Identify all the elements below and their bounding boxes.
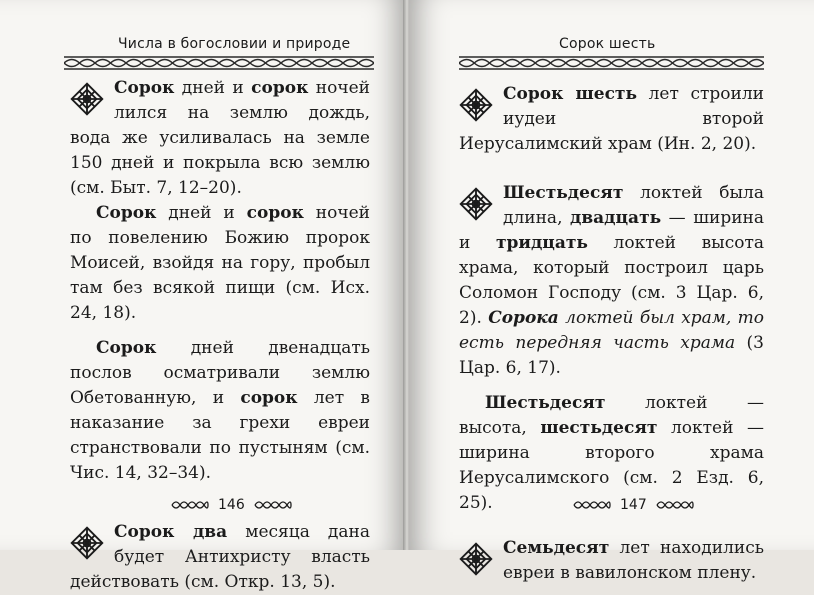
left-running-head: Числа в богословии и природе <box>118 36 351 52</box>
bold-number: Сорок <box>96 338 157 358</box>
text: — ширина и <box>459 208 765 253</box>
celtic-knot-icon <box>459 88 493 122</box>
paragraph <box>70 336 370 486</box>
bold-number: Семьдесят <box>503 538 610 558</box>
bold-number: сорок <box>251 78 309 98</box>
celtic-knot-icon <box>459 542 493 576</box>
bold-italic-number: Сорока <box>488 308 559 328</box>
text: локтей — высота, <box>459 393 764 438</box>
knot-divider-icon <box>572 499 612 511</box>
paragraph <box>459 82 764 157</box>
paragraph <box>70 520 370 595</box>
page-number: 147 <box>620 497 647 513</box>
paragraph <box>70 76 370 201</box>
braided-rule-icon <box>64 56 374 70</box>
bold-number: сорок <box>240 388 298 408</box>
braided-rule-icon <box>459 56 764 70</box>
text: локтей была длина, <box>503 183 764 228</box>
paragraph <box>459 181 764 381</box>
knot-divider-icon <box>655 499 695 511</box>
bold-number: Сорок <box>96 203 157 223</box>
text: лет находились евреи в вавилонском плену. <box>503 538 764 583</box>
paragraph <box>70 201 370 326</box>
knot-divider-icon <box>170 499 210 511</box>
bold-number: Сорок <box>114 78 175 98</box>
text: дней и <box>174 78 252 98</box>
bold-number: Шестьдесят <box>503 183 624 203</box>
text: локтей — ширина второго храма Иерусалимского (см. 2 Езд. 6, 25). <box>459 418 764 513</box>
bold-number: Сорок два <box>114 522 228 542</box>
knot-divider-icon <box>253 499 293 511</box>
bold-number: Шестьдесят <box>485 393 606 413</box>
right-page <box>409 0 814 583</box>
celtic-knot-icon <box>70 526 104 560</box>
bold-number: сорок <box>246 203 304 223</box>
page-number: 146 <box>218 497 245 513</box>
text: ночей по повелению Божию пророк Моисей, взойдя на гору, пробыл там без всякой пищи (см. Исх. 24, 18). <box>70 203 370 323</box>
bold-number: тридцать <box>495 233 588 253</box>
right-folio <box>572 494 695 516</box>
text: ночей лился на землю дождь, вода же усиливалась на земле 150 дней и покрыла всю землю (см. Быт. 7, 12–20). <box>70 78 370 198</box>
bold-number: двадцать <box>570 208 662 228</box>
celtic-knot-icon <box>459 187 493 221</box>
text: (3 Цар. 6, 17). <box>459 333 765 378</box>
text: месяца дана будет Антихристу власть действовать (см. Откр. 13, 5). <box>70 522 370 592</box>
left-folio <box>170 494 293 516</box>
celtic-knot-icon <box>70 82 104 116</box>
left-page <box>0 0 405 592</box>
paragraph <box>459 536 764 586</box>
bold-number: Сорок шесть <box>503 84 638 104</box>
text: дней и <box>156 203 247 223</box>
text: дней двенадцать послов осматривали землю Обетованную, и <box>70 338 370 408</box>
text: лет в наказание за грехи евреи странствовали по пустыням (см. Чис. 14, 32–34). <box>70 388 370 483</box>
text: лет строили иудеи второй Иерусалимский храм (Ин. 2, 20). <box>459 84 764 154</box>
italic-text: локтей был храм, то есть передняя часть храма <box>459 308 764 353</box>
right-running-head: Сорок шесть <box>559 36 656 52</box>
text: локтей высота храма, который построил царь Соломон Господу (см. 3 Цар. 6, 2). <box>459 233 764 328</box>
left-text-block <box>70 76 370 595</box>
bold-number: шестьдесят <box>540 418 658 438</box>
